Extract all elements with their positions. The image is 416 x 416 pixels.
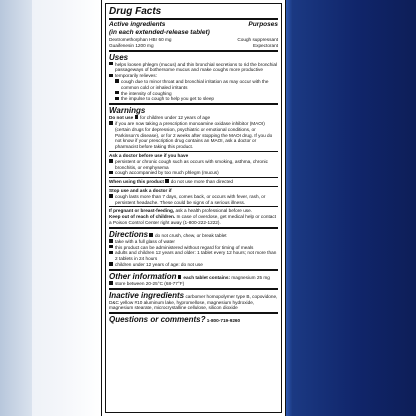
- bullet-icon: [135, 115, 139, 119]
- list-item-text: the intensity of coughing: [121, 90, 172, 96]
- divider: [109, 312, 278, 314]
- divider: [109, 177, 278, 178]
- divider: [109, 103, 278, 105]
- ask-doctor-label: Ask a doctor before use if you have: [109, 152, 189, 158]
- when-using-label: When using this product: [109, 179, 164, 185]
- directions-heading: Directions: [109, 229, 149, 239]
- divider: [109, 269, 278, 271]
- list-item-text: if you are now taking a prescription monoamine oxidase inhibitor (MAOI) (certain drugs for depression, psychiatric or emotional conditions, or Parkinson's disease), or for 2 weeks after stopping the MAOI drug. If you do not know if your prescription drug contains an MAOI, ask a doctor or pharmacist before taking this product.: [115, 120, 273, 150]
- directions-line: [109, 230, 278, 239]
- list-item-text: store between 20-25°C (68-77°F): [115, 280, 185, 286]
- drug-facts-title: Drug Facts: [109, 6, 162, 17]
- list-item: [109, 194, 278, 206]
- list-item: [109, 262, 278, 268]
- list-item-text: cough accompanied by too much phlegm (mucus): [115, 170, 219, 176]
- inactive-ingredients-block: [109, 291, 278, 312]
- questions-line: [109, 315, 278, 324]
- bullet-icon: [178, 275, 182, 279]
- divider: [109, 18, 278, 20]
- pregnant-label: If pregnant or breast-feeding,: [109, 208, 175, 214]
- bullet-icon: [165, 179, 169, 183]
- other-info-label: each tablet contains:: [183, 274, 231, 280]
- list-item-text: this product can be administered without regard for timing of meals: [115, 244, 254, 250]
- drug-facts-frame: [105, 3, 282, 413]
- list-item-text: helps loosen phlegm (mucus) and thin bronchial secretions to rid the bronchial passageways of bothersome mucus and make coughs more productive: [115, 61, 278, 73]
- keep-out-label: Keep out of reach of children.: [109, 214, 176, 220]
- right-blue-background: [286, 0, 416, 416]
- list-item: [109, 121, 278, 150]
- list-item-text: cough due to minor throat and bronchial irritation as may occur with the common cold or inhaled irritants: [121, 78, 269, 90]
- active-ingredients-heading: Active ingredients: [109, 21, 166, 28]
- ingredient-purpose: Cough suppressant: [237, 37, 278, 42]
- inactive-ingredients-text: carbomer homopolymer type B, copovidone, D&C yellow #10 aluminum lake, hypromellose, magnesium hydroxide, magnesium stearate, microcrystalline cellulose, silicon dioxide: [109, 293, 278, 311]
- divider: [109, 227, 278, 229]
- active-subheading: (in each extended-release tablet): [109, 29, 210, 36]
- other-info-heading: Other information: [109, 271, 177, 281]
- active-row: [109, 43, 278, 49]
- list-item-text: the impulse to cough to help you get to sleep: [121, 96, 215, 102]
- do-not-use-first: for children under 12 years of age: [140, 115, 211, 121]
- divider: [109, 206, 278, 207]
- ingredient-name: Dextromethorphan HBr 60 mg: [109, 37, 172, 42]
- list-item-text: children under 12 years of age: do not use: [115, 261, 203, 267]
- uses-heading: Uses: [109, 52, 129, 62]
- ingredient-name: Guaifenesin 1200 mg: [109, 42, 154, 48]
- pregnant-text: ask a health professional before use.: [175, 208, 253, 214]
- list-item-text: adults and children 12 years and older: 1 tablet every 12 hours; not more than 2 tablets in 24 hours: [115, 250, 277, 262]
- ingredient-purpose: Expectorant: [252, 42, 278, 48]
- warnings-heading: Warnings: [109, 106, 146, 116]
- other-info-line: [109, 272, 278, 281]
- list-item: [109, 159, 278, 171]
- inactive-ingredients-heading: Inactive ingredients: [109, 290, 185, 300]
- divider: [109, 288, 278, 290]
- divider: [109, 151, 278, 152]
- purposes-heading: Purposes: [248, 21, 278, 28]
- drug-facts-panel: [101, 0, 286, 416]
- when-using-line: [109, 179, 278, 185]
- list-item: [109, 62, 278, 74]
- other-info-text: magnesium 25 mg: [231, 274, 270, 280]
- left-stripe: [0, 0, 32, 416]
- active-header-row: [109, 21, 278, 29]
- divider: [109, 186, 278, 187]
- stop-use-label: Stop use and ask a doctor if: [109, 187, 172, 193]
- when-using-text: do not use more than directed: [170, 179, 234, 185]
- list-item-text: temporarily relieves:: [115, 73, 157, 79]
- list-subitem: [109, 96, 278, 102]
- list-item: [109, 281, 278, 287]
- list-item-text: cough lasts more than 7 days, comes back, or occurs with fever, rash, or persistent headache. These could be signs of a serious illness.: [115, 193, 266, 205]
- bullet-icon: [149, 233, 153, 237]
- keep-out-line: [109, 214, 278, 226]
- keep-out-text: In case of overdose, get medical help or contact a Poison Control Center right away (1-800-222-1222).: [109, 214, 277, 225]
- questions-heading: Questions or comments?: [109, 315, 206, 325]
- list-item: [109, 170, 278, 176]
- questions-phone: 1-800-719-9260: [206, 318, 241, 324]
- left-background: [0, 0, 101, 416]
- do-not-use-label: Do not use: [109, 115, 134, 121]
- list-item-text: persistent or chronic cough such as occurs with smoking, asthma, chronic bronchitis, or emphysema: [115, 158, 268, 170]
- list-item-text: take with a full glass of water: [115, 238, 175, 244]
- list-item: [109, 250, 278, 262]
- divider: [109, 50, 278, 52]
- directions-first: do not crush, chew, or break tablet: [154, 232, 227, 238]
- list-subitem: [109, 79, 278, 91]
